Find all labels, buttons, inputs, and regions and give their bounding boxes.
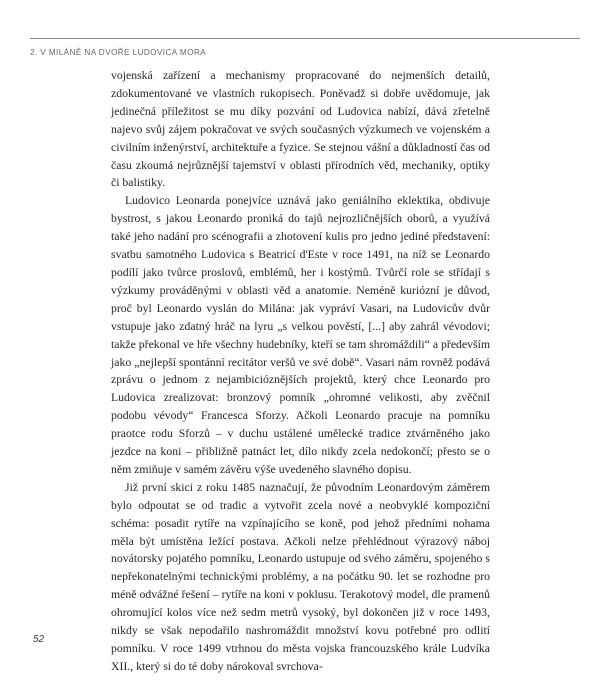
running-header bbox=[30, 38, 580, 60]
page-number: 52 bbox=[33, 634, 45, 645]
paragraph: vojenská zařízení a mechanismy propracované do nejmenších detailů, zdokumentované ve vlastních rukopisech. Poněvadž si dobře uvědomuje, jak jedinečná příležitost se mu díky pozvání od Ludovica nabízí, dává zřetelně najevo svůj zájem pokračovat ve svých současných výzkumech ve vojenském a civilním inženýrství, architektuře a fyzice. Se stejnou vášní a důkladností čas od času zkoumá nejrůznější tajemství v oblasti přírodních věd, mechaniky, optiky či balistiky. bbox=[111, 69, 490, 190]
paragraph: Již první skici z roku 1485 naznačují, že původním Leonardovým záměrem bylo odpoutat se od tradic a vytvořit zcela nové a neobvyklé kompoziční schéma: posadit rytíře na vzpínajícího se koně, pod jehož předními nohama měla být umístěna ležící postava. Ačkoli nelze přehlédnout výrazový náboj novátorsky pojatého pomníku, Leonardo ustupuje od svého záměru, spojeného s nepřekonatelnými technickými problémy, a na počátku 90. let se rozhodne pro méně odvážné řešení – rytíře na koni v poklusu. Terakotový model, dle pramenů ohromující kolos více než sedm metrů vysoký, byl dokončen již v roce 1493, nikdy se však nepodařilo nashromáždit množství kovu potřebné pro odlití pomníku. V roce 1499 vtrhnou do města vojska francouzského krále Ludvíka XII., který si do té doby nárokoval svrchova- bbox=[111, 480, 490, 673]
chapter-title: 2. V MILÁNĚ NA DVOŘE LUDOVICA MORA bbox=[30, 48, 207, 57]
paragraph: Ludovico Leonarda ponejvíce uznává jako geniálního eklektika, obdivuje bystrost, s jakou Leonardo proniká do tajů nejrozličnějších oborů, a využívá také jeho nadání pro scénografii a zhotovení kulis pro jedno jediné představení: svatbu samotného Ludovica s Beatricí d'Este v roce 1491, na níž se Leonardo podílí jako tvůrce proslovů, emblémů, her i kostýmů. Tvůrčí role se střídají s výzkumy prováděnými v oblasti věd a anatomie. Neméně kuriózní je důvod, proč byl Leonardo vyslán do Milána: jak vypráví Vasari, na Ludovicův dvůr vstupuje jako zdatný hráč na lyru „s velkou pověstí, [...] aby zahrál vévodovi; takže překonal ve hře všechny hudebníky, kteří se tam shromáždili“ a především jako „nejlepší spontánní recitátor veršů ve své době“. Vasari nám rovněž podává zprávu o jednom z nejambicióznějších projektů, který chce Leonardo pro Ludovica zrealizovat: bronzový pomník „ohromné velikosti, aby zvěčnil podobu vévody“ Francesca Sforzy. Ačkoli Leonardo pracuje na pomníku praotce rodu Sforzů – v duchu ustálené umělecké tradice ztvárněného jako jezdce na koni – přibližně patnáct let, dílo nikdy zcela nedokončí; přesto se o něm zmiňuje v samém závěru výše uvedeného slavného dopisu. bbox=[111, 194, 490, 476]
body-text bbox=[111, 67, 490, 676]
